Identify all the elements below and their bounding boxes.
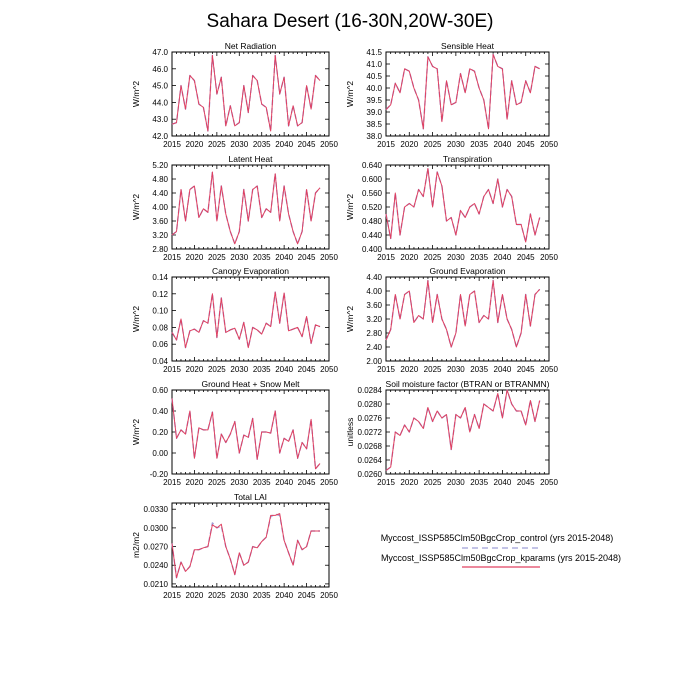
y-tick-label: 0.0260 bbox=[357, 470, 382, 479]
x-tick-label: 2040 bbox=[275, 591, 294, 600]
legend bbox=[381, 533, 621, 567]
chart-panel bbox=[131, 492, 338, 600]
x-tick-label: 2020 bbox=[185, 478, 204, 487]
x-tick-label: 2035 bbox=[470, 478, 489, 487]
y-tick-label: 43.0 bbox=[152, 115, 168, 125]
x-tick-label: 2020 bbox=[185, 253, 204, 262]
x-tick-label: 2040 bbox=[275, 253, 294, 262]
x-tick-label: 2035 bbox=[252, 253, 271, 262]
x-tick-label: 2040 bbox=[493, 365, 512, 374]
chart-panel bbox=[131, 41, 338, 149]
y-tick-label: 0.600 bbox=[361, 175, 382, 184]
chart-panel bbox=[131, 266, 338, 374]
x-tick-label: 2025 bbox=[207, 365, 226, 374]
y-tick-label: 41.5 bbox=[366, 48, 382, 57]
y-tick-label: 3.20 bbox=[152, 231, 168, 240]
series-line-kparams bbox=[386, 54, 540, 128]
x-tick-label: 2040 bbox=[275, 140, 294, 149]
chart-panel bbox=[345, 266, 558, 374]
y-tick-label: 2.40 bbox=[366, 343, 382, 352]
x-tick-label: 2050 bbox=[540, 140, 558, 149]
y-tick-label: -0.20 bbox=[149, 470, 168, 479]
y-axis-label: unitless bbox=[345, 417, 355, 447]
y-tick-label: 5.20 bbox=[152, 161, 168, 170]
y-tick-label: 0.0276 bbox=[357, 414, 382, 423]
x-tick-label: 2025 bbox=[423, 478, 442, 487]
series-line-control bbox=[386, 169, 540, 243]
x-tick-label: 2050 bbox=[320, 365, 338, 374]
x-tick-label: 2050 bbox=[540, 253, 558, 262]
y-tick-label: 0.14 bbox=[152, 273, 168, 282]
x-tick-label: 2035 bbox=[252, 591, 271, 600]
series-line-kparams bbox=[172, 398, 320, 468]
y-tick-label: 0.0272 bbox=[357, 428, 382, 437]
y-tick-label: 0.480 bbox=[361, 217, 382, 226]
x-tick-label: 2015 bbox=[377, 365, 395, 374]
x-tick-label: 2045 bbox=[297, 365, 316, 374]
x-tick-label: 2025 bbox=[207, 478, 226, 487]
y-tick-label: 0.00 bbox=[152, 449, 168, 458]
chart-panel bbox=[345, 41, 558, 149]
y-tick-label: 38.0 bbox=[366, 132, 382, 141]
y-tick-label: 0.0240 bbox=[143, 561, 168, 571]
series-line-kparams bbox=[172, 514, 320, 578]
x-tick-label: 2040 bbox=[493, 478, 512, 487]
y-tick-label: 3.60 bbox=[152, 217, 168, 226]
y-tick-label: 0.0270 bbox=[143, 542, 168, 552]
x-tick-label: 2025 bbox=[423, 253, 442, 262]
x-tick-label: 2045 bbox=[297, 478, 316, 487]
x-tick-label: 2040 bbox=[493, 253, 512, 262]
y-tick-label: 0.08 bbox=[152, 323, 168, 333]
y-tick-label: 0.400 bbox=[361, 245, 382, 254]
chart-panel bbox=[345, 154, 558, 262]
x-tick-label: 2030 bbox=[230, 140, 249, 149]
panel-title: Soil moisture factor (BTRAN or BTRANMN) bbox=[385, 379, 550, 389]
x-tick-label: 2015 bbox=[377, 253, 395, 262]
x-tick-label: 2030 bbox=[230, 591, 249, 600]
x-tick-label: 2025 bbox=[207, 253, 226, 262]
x-tick-label: 2030 bbox=[230, 253, 249, 262]
y-tick-label: 0.0210 bbox=[143, 579, 168, 589]
x-tick-label: 2015 bbox=[377, 478, 395, 487]
x-tick-label: 2020 bbox=[400, 365, 419, 374]
plot-frame bbox=[172, 503, 329, 587]
series-line-control bbox=[386, 281, 540, 348]
y-tick-label: 0.40 bbox=[152, 407, 168, 416]
panel-title: Total LAI bbox=[233, 492, 268, 502]
chart-panel bbox=[131, 379, 338, 487]
x-tick-label: 2025 bbox=[207, 140, 226, 149]
x-tick-label: 2030 bbox=[230, 478, 249, 487]
x-tick-label: 2045 bbox=[297, 140, 316, 149]
x-tick-label: 2045 bbox=[516, 253, 535, 262]
x-tick-label: 2015 bbox=[163, 365, 181, 374]
x-tick-label: 2030 bbox=[446, 365, 465, 374]
panel-title: Net Radiation bbox=[224, 41, 277, 51]
plot-frame bbox=[172, 390, 329, 474]
x-tick-label: 2020 bbox=[400, 478, 419, 487]
x-tick-label: 2020 bbox=[400, 140, 419, 149]
x-tick-label: 2020 bbox=[185, 365, 204, 374]
x-tick-label: 2015 bbox=[163, 478, 181, 487]
y-tick-label: 2.80 bbox=[366, 329, 382, 338]
x-tick-label: 2015 bbox=[377, 140, 395, 149]
y-axis-label: m2/m2 bbox=[131, 532, 141, 558]
x-tick-label: 2020 bbox=[185, 140, 204, 149]
chart-panels bbox=[131, 41, 558, 600]
chart-panel bbox=[345, 379, 558, 487]
series-line-kparams bbox=[172, 292, 320, 348]
panel-title: Latent Heat bbox=[228, 154, 273, 164]
y-tick-label: 0.560 bbox=[361, 189, 382, 198]
y-axis-label: W/m^2 bbox=[345, 193, 355, 221]
y-tick-label: 0.0280 bbox=[357, 400, 382, 409]
y-axis-label: W/m^2 bbox=[131, 418, 141, 446]
y-tick-label: 3.60 bbox=[366, 301, 382, 310]
x-tick-label: 2030 bbox=[230, 365, 249, 374]
y-tick-label: 4.80 bbox=[152, 175, 168, 184]
series-line-control bbox=[386, 390, 540, 471]
y-tick-label: 42.0 bbox=[152, 132, 168, 141]
y-tick-label: 0.440 bbox=[361, 231, 382, 240]
x-tick-label: 2035 bbox=[252, 365, 271, 374]
y-tick-label: 41.0 bbox=[366, 60, 382, 69]
y-tick-label: 4.00 bbox=[152, 203, 168, 212]
series-line-kparams bbox=[386, 390, 540, 471]
y-tick-label: 40.5 bbox=[366, 72, 382, 81]
x-tick-label: 2050 bbox=[540, 478, 558, 487]
x-tick-label: 2035 bbox=[470, 365, 489, 374]
y-axis-label: W/m^2 bbox=[131, 305, 141, 333]
x-tick-label: 2050 bbox=[540, 365, 558, 374]
y-tick-label: 3.20 bbox=[366, 315, 382, 324]
x-tick-label: 2050 bbox=[320, 140, 338, 149]
x-tick-label: 2040 bbox=[275, 478, 294, 487]
y-tick-label: 0.0284 bbox=[357, 386, 382, 395]
panel-title: Sensible Heat bbox=[441, 41, 494, 51]
x-tick-label: 2030 bbox=[446, 140, 465, 149]
series-line-control bbox=[386, 54, 540, 128]
x-tick-label: 2050 bbox=[320, 478, 338, 487]
x-tick-label: 2015 bbox=[163, 140, 181, 149]
y-tick-label: 0.60 bbox=[152, 386, 168, 395]
plot-frame bbox=[386, 52, 549, 136]
x-tick-label: 2050 bbox=[320, 253, 338, 262]
y-tick-label: 0.12 bbox=[152, 289, 168, 299]
y-tick-label: 38.5 bbox=[366, 120, 382, 129]
y-tick-label: 2.00 bbox=[366, 357, 382, 366]
y-tick-label: 0.06 bbox=[152, 340, 168, 350]
y-tick-label: 40.0 bbox=[366, 84, 382, 93]
y-tick-label: 2.80 bbox=[152, 245, 168, 254]
panel-title: Transpiration bbox=[442, 154, 493, 164]
y-tick-label: 4.00 bbox=[366, 287, 382, 296]
y-tick-label: 44.0 bbox=[152, 98, 168, 108]
y-axis-label: W/m^2 bbox=[131, 193, 141, 221]
x-tick-label: 2025 bbox=[423, 365, 442, 374]
series-line-kparams bbox=[386, 169, 540, 243]
x-tick-label: 2045 bbox=[297, 591, 316, 600]
legend-label: Myccost_ISSP585Clm50BgcCrop_kparams (yrs 2015-2048) bbox=[380, 553, 622, 563]
y-tick-label: 0.0268 bbox=[357, 442, 382, 451]
y-tick-label: 0.10 bbox=[152, 306, 168, 316]
x-tick-label: 2020 bbox=[185, 591, 204, 600]
x-tick-label: 2025 bbox=[423, 140, 442, 149]
y-tick-label: 4.40 bbox=[366, 273, 382, 282]
y-tick-label: 0.0300 bbox=[143, 523, 168, 533]
y-tick-label: 39.0 bbox=[366, 108, 382, 117]
x-tick-label: 2015 bbox=[163, 253, 181, 262]
x-tick-label: 2040 bbox=[275, 365, 294, 374]
x-tick-label: 2025 bbox=[207, 591, 226, 600]
x-tick-label: 2045 bbox=[516, 140, 535, 149]
series-line-kparams bbox=[172, 55, 320, 131]
y-tick-label: 47.0 bbox=[152, 48, 168, 57]
series-line-kparams bbox=[172, 172, 320, 244]
y-axis-label: W/m^2 bbox=[131, 80, 141, 108]
y-tick-label: 4.40 bbox=[152, 189, 168, 198]
figure-title: Sahara Desert (16-30N,20W-30E) bbox=[206, 11, 494, 32]
series-line-control bbox=[172, 55, 320, 131]
panel-title: Ground Heat + Snow Melt bbox=[201, 379, 300, 389]
y-tick-label: 0.0264 bbox=[357, 456, 382, 465]
x-tick-label: 2045 bbox=[516, 478, 535, 487]
chart-panel bbox=[131, 154, 338, 262]
x-tick-label: 2015 bbox=[163, 591, 181, 600]
panel-title: Canopy Evaporation bbox=[211, 266, 290, 276]
x-tick-label: 2035 bbox=[252, 478, 271, 487]
y-tick-label: 0.640 bbox=[361, 161, 382, 170]
x-tick-label: 2035 bbox=[470, 140, 489, 149]
y-tick-label: 39.5 bbox=[366, 96, 382, 105]
x-tick-label: 2050 bbox=[320, 591, 338, 600]
y-tick-label: 46.0 bbox=[152, 64, 168, 74]
y-axis-label: W/m^2 bbox=[345, 305, 355, 333]
y-tick-label: 0.20 bbox=[152, 428, 168, 437]
series-line-control bbox=[172, 514, 320, 578]
x-tick-label: 2035 bbox=[470, 253, 489, 262]
x-tick-label: 2040 bbox=[493, 140, 512, 149]
x-tick-label: 2020 bbox=[400, 253, 419, 262]
panel-title: Ground Evaporation bbox=[429, 266, 506, 276]
plot-frame bbox=[386, 390, 549, 474]
y-axis-label: W/m^2 bbox=[345, 80, 355, 108]
plot-frame bbox=[386, 277, 549, 361]
x-tick-label: 2030 bbox=[446, 253, 465, 262]
x-tick-label: 2035 bbox=[252, 140, 271, 149]
y-tick-label: 0.0330 bbox=[143, 505, 168, 515]
y-tick-label: 0.04 bbox=[152, 357, 168, 366]
series-line-control bbox=[172, 292, 320, 348]
y-tick-label: 45.0 bbox=[152, 81, 168, 91]
legend-label: Myccost_ISSP585Clm50BgcCrop_control (yrs 2015-2048) bbox=[380, 533, 614, 543]
x-tick-label: 2045 bbox=[297, 253, 316, 262]
x-tick-label: 2030 bbox=[446, 478, 465, 487]
y-tick-label: 0.520 bbox=[361, 203, 382, 212]
x-tick-label: 2045 bbox=[516, 365, 535, 374]
